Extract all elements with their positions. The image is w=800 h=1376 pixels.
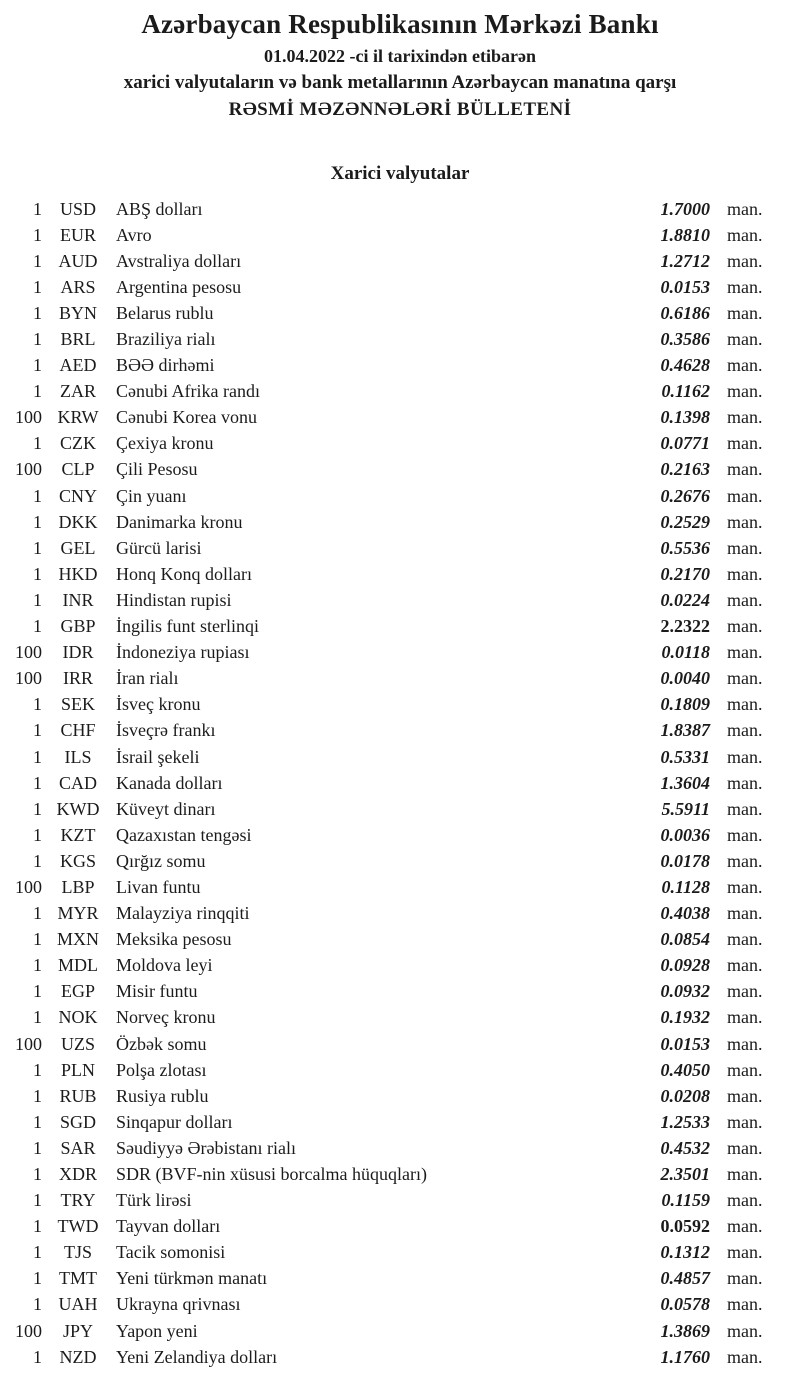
currency-code: CNY [58, 485, 97, 506]
currency-name: Polşa zlotası [116, 1059, 207, 1080]
currency-name: Norveç kronu [116, 1007, 216, 1028]
currency-code: CLP [61, 459, 95, 480]
section-title: Xarici valyutalar [330, 163, 470, 184]
bulletin-title: RƏSMİ MƏZƏNNƏLƏRİ BÜLLETENİ [228, 99, 572, 120]
rate-row [0, 1292, 800, 1318]
rate-row [0, 979, 800, 1005]
rate-value: 0.2529 [660, 511, 710, 532]
currency-name: İsveçrə frankı [116, 720, 216, 741]
currency-code: ZAR [60, 381, 96, 402]
unit-label: man. [727, 616, 763, 637]
rate-value: 0.4038 [660, 903, 710, 924]
rate-row [0, 300, 800, 326]
currency-name: Tacik somonisi [116, 1242, 226, 1263]
quantity-cell: 1 [33, 1242, 42, 1263]
currency-code: BRL [60, 329, 96, 350]
quantity-cell: 1 [33, 955, 42, 976]
rate-value: 0.0928 [660, 955, 710, 976]
unit-label: man. [727, 1346, 763, 1367]
quantity-cell: 1 [33, 1164, 42, 1185]
quantity-cell: 1 [33, 798, 42, 819]
quantity-cell: 1 [33, 720, 42, 741]
currency-name: Avstraliya dolları [116, 250, 242, 271]
currency-code: SEK [60, 694, 95, 715]
unit-label: man. [727, 772, 763, 793]
rate-value: 0.1932 [660, 1007, 710, 1028]
quantity-cell: 100 [15, 642, 42, 663]
currency-code: EUR [60, 224, 96, 245]
unit-label: man. [727, 798, 763, 819]
quantity-cell: 1 [33, 1268, 42, 1289]
currency-name: Qırğız somu [116, 850, 206, 871]
quantity-cell: 1 [33, 1111, 42, 1132]
currency-name: Yapon yeni [116, 1320, 198, 1341]
quantity-cell: 1 [33, 1216, 42, 1237]
currency-name: Cənubi Afrika randı [116, 381, 260, 402]
rate-row [0, 1057, 800, 1083]
rate-row [0, 744, 800, 770]
quantity-cell: 100 [15, 1033, 42, 1054]
currency-code: TMT [59, 1268, 97, 1289]
rate-row [0, 874, 800, 900]
quantity-cell: 1 [33, 1137, 42, 1158]
rate-value: 0.0153 [660, 276, 710, 297]
quantity-cell: 1 [33, 589, 42, 610]
unit-label: man. [727, 850, 763, 871]
unit-label: man. [727, 1137, 763, 1158]
rate-value: 1.7000 [660, 198, 710, 219]
currency-code: TRY [60, 1190, 96, 1211]
rate-value: 0.0592 [660, 1216, 710, 1237]
rate-row [0, 953, 800, 979]
unit-label: man. [727, 381, 763, 402]
rate-row [0, 848, 800, 874]
unit-label: man. [727, 250, 763, 271]
rate-value: 0.5536 [660, 537, 710, 558]
rate-value: 0.0771 [660, 433, 710, 454]
rate-value: 5.5911 [661, 798, 710, 819]
quantity-cell: 100 [15, 407, 42, 428]
currency-code: GBP [60, 616, 96, 637]
currency-code: USD [59, 198, 96, 219]
currency-name: Belarus rublu [116, 302, 214, 323]
unit-label: man. [727, 1320, 763, 1341]
currency-code: CZK [60, 433, 96, 454]
currency-name: İndoneziya rupiası [116, 642, 250, 663]
rate-row [0, 796, 800, 822]
unit-label: man. [727, 955, 763, 976]
effective-date-line: 01.04.2022 -ci il tarixindən etibarən [264, 46, 536, 66]
currency-name: Çexiya kronu [116, 433, 214, 454]
quantity-cell: 1 [33, 329, 42, 350]
bulletin-header [0, 0, 800, 123]
rate-value: 0.0178 [660, 850, 710, 871]
rate-row [0, 901, 800, 927]
quantity-cell: 1 [33, 1190, 42, 1211]
rate-value: 1.2712 [660, 250, 710, 271]
quantity-cell: 1 [33, 929, 42, 950]
rate-value: 0.4857 [660, 1268, 710, 1289]
rate-row [0, 1240, 800, 1266]
rate-value: 0.0118 [661, 642, 710, 663]
rate-row [0, 692, 800, 718]
currency-name: Ukrayna qrivnası [116, 1294, 241, 1315]
unit-label: man. [727, 407, 763, 428]
quantity-cell: 1 [33, 824, 42, 845]
rate-value: 0.4532 [660, 1137, 710, 1158]
currency-code: PLN [60, 1059, 95, 1080]
quantity-cell: 1 [33, 1059, 42, 1080]
quantity-cell: 1 [33, 511, 42, 532]
rate-value: 0.3586 [660, 329, 710, 350]
unit-label: man. [727, 1164, 763, 1185]
rate-row [0, 326, 800, 352]
currency-code: KZT [60, 824, 96, 845]
currency-code: KWD [56, 798, 100, 819]
rate-value: 1.8387 [660, 720, 710, 741]
currency-name: Kanada dolları [116, 772, 223, 793]
rate-row [0, 1266, 800, 1292]
currency-code: ILS [64, 746, 92, 767]
rate-value: 0.4628 [660, 355, 710, 376]
quantity-cell: 100 [15, 668, 42, 689]
rate-value: 0.0854 [660, 929, 710, 950]
currency-name: İngilis funt sterlinqi [116, 616, 259, 637]
currency-code: KRW [57, 407, 99, 428]
unit-label: man. [727, 485, 763, 506]
currency-name: Meksika pesosu [116, 929, 232, 950]
currency-name: Malayziya rinqqiti [116, 903, 250, 924]
quantity-cell: 1 [33, 1346, 42, 1367]
currency-code: INR [62, 589, 94, 610]
rate-value: 0.1398 [660, 407, 710, 428]
unit-label: man. [727, 355, 763, 376]
currency-name: Özbək somu [116, 1033, 207, 1054]
quantity-cell: 1 [33, 250, 42, 271]
rate-row [0, 614, 800, 640]
rate-value: 0.0224 [660, 589, 710, 610]
unit-label: man. [727, 1294, 763, 1315]
currency-name: Argentina pesosu [116, 276, 242, 297]
unit-label: man. [727, 563, 763, 584]
unit-label: man. [727, 1007, 763, 1028]
rate-value: 0.0932 [660, 981, 710, 1002]
rate-value: 0.2170 [660, 563, 710, 584]
quantity-cell: 1 [33, 433, 42, 454]
currency-code: NZD [59, 1346, 97, 1367]
currency-code: IRR [62, 668, 93, 689]
unit-label: man. [727, 876, 763, 897]
unit-label: man. [727, 746, 763, 767]
unit-label: man. [727, 903, 763, 924]
currency-name: Yeni Zelandiya dolları [116, 1346, 278, 1367]
currency-code: SAR [60, 1137, 96, 1158]
rate-value: 1.3604 [660, 772, 710, 793]
rate-value: 1.8810 [660, 224, 710, 245]
unit-label: man. [727, 694, 763, 715]
quantity-cell: 1 [33, 903, 42, 924]
quantity-cell: 100 [15, 1320, 42, 1341]
rate-value: 0.1159 [661, 1190, 710, 1211]
rate-row [0, 1161, 800, 1187]
unit-label: man. [727, 537, 763, 558]
currency-code: GEL [60, 537, 96, 558]
currency-name: Yeni türkmən manatı [116, 1268, 268, 1289]
rate-value: 0.0208 [660, 1085, 710, 1106]
rate-row [0, 1005, 800, 1031]
quantity-cell: 1 [33, 381, 42, 402]
unit-label: man. [727, 642, 763, 663]
currency-name: BƏƏ dirhəmi [116, 355, 215, 376]
subject-line: xarici valyutaların və bank metallarının Azərbaycan manatına qarşı [123, 72, 677, 93]
rate-row [0, 1083, 800, 1109]
unit-label: man. [727, 511, 763, 532]
rate-row [0, 405, 800, 431]
quantity-cell: 1 [33, 981, 42, 1002]
quantity-cell: 1 [33, 224, 42, 245]
rate-row [0, 222, 800, 248]
quantity-cell: 1 [33, 1085, 42, 1106]
quantity-cell: 1 [33, 563, 42, 584]
rate-row [0, 509, 800, 535]
rate-value: 1.1760 [660, 1346, 710, 1367]
currency-code: AED [59, 355, 97, 376]
rate-row [0, 535, 800, 561]
currency-name: Danimarka kronu [116, 511, 243, 532]
rate-row [0, 274, 800, 300]
unit-label: man. [727, 824, 763, 845]
quantity-cell: 1 [33, 302, 42, 323]
quantity-cell: 1 [33, 1007, 42, 1028]
unit-label: man. [727, 981, 763, 1002]
rate-row [0, 1188, 800, 1214]
unit-label: man. [727, 929, 763, 950]
currency-name: Honq Konq dolları [116, 563, 252, 584]
quantity-cell: 1 [33, 355, 42, 376]
unit-label: man. [727, 1268, 763, 1289]
quantity-cell: 1 [33, 1294, 42, 1315]
rate-row [0, 483, 800, 509]
currency-code: JPY [62, 1320, 93, 1341]
rate-row [0, 718, 800, 744]
unit-label: man. [727, 329, 763, 350]
quantity-cell: 100 [15, 459, 42, 480]
rate-value: 0.2676 [660, 485, 710, 506]
rate-row [0, 248, 800, 274]
rate-row [0, 927, 800, 953]
unit-label: man. [727, 433, 763, 454]
rate-value: 0.6186 [660, 302, 710, 323]
rate-value: 0.0036 [660, 824, 710, 845]
rate-value: 0.5331 [660, 746, 710, 767]
currency-code: MDL [58, 955, 98, 976]
rate-row [0, 561, 800, 587]
rate-value: 2.3501 [660, 1164, 710, 1185]
quantity-cell: 1 [33, 198, 42, 219]
currency-code: ARS [60, 276, 96, 297]
currency-code: TWD [57, 1216, 99, 1237]
quantity-cell: 100 [15, 876, 42, 897]
currency-name: Çili Pesosu [116, 459, 198, 480]
currency-code: MXN [56, 929, 99, 950]
currency-code: BYN [58, 302, 97, 323]
currency-name: Sinqapur dolları [116, 1111, 233, 1132]
currency-name: Moldova leyi [116, 955, 213, 976]
currency-code: XDR [58, 1164, 97, 1185]
currency-code: KGS [59, 850, 96, 871]
unit-label: man. [727, 1216, 763, 1237]
rate-row [0, 457, 800, 483]
currency-code: DKK [58, 511, 98, 532]
rate-value: 0.1128 [661, 876, 710, 897]
unit-label: man. [727, 589, 763, 610]
rate-row [0, 379, 800, 405]
currency-name: Küveyt dinarı [116, 798, 216, 819]
unit-label: man. [727, 668, 763, 689]
unit-label: man. [727, 224, 763, 245]
rate-value: 2.2322 [660, 616, 710, 637]
rate-row [0, 640, 800, 666]
rate-row [0, 1318, 800, 1344]
currency-name: İsveç kronu [116, 694, 201, 715]
rate-row [0, 1214, 800, 1240]
currency-code: RUB [59, 1085, 97, 1106]
quantity-cell: 1 [33, 746, 42, 767]
currency-code: TJS [63, 1242, 92, 1263]
currency-name: İran rialı [116, 668, 179, 689]
rate-row [0, 353, 800, 379]
rate-value: 0.0578 [660, 1294, 710, 1315]
currency-name: Misir funtu [116, 981, 198, 1002]
currency-name: İsrail şekeli [116, 746, 200, 767]
currency-name: Çin yuanı [116, 485, 187, 506]
currency-code: UAH [58, 1294, 98, 1315]
currency-name: Səudiyyə Ərəbistanı rialı [116, 1137, 296, 1158]
rate-value: 0.2163 [660, 459, 710, 480]
rate-row [0, 196, 800, 222]
currency-name: Gürcü larisi [116, 537, 202, 558]
quantity-cell: 1 [33, 772, 42, 793]
unit-label: man. [727, 198, 763, 219]
rate-value: 0.1809 [660, 694, 710, 715]
currency-code: SGD [59, 1111, 96, 1132]
rate-row [0, 431, 800, 457]
rates-table [0, 196, 800, 1370]
page-title: Azərbaycan Respublikasının Mərkəzi Bankı [141, 9, 659, 39]
currency-name: Avro [116, 224, 152, 245]
rate-value: 0.0040 [660, 668, 710, 689]
currency-code: EGP [60, 981, 95, 1002]
unit-label: man. [727, 276, 763, 297]
currency-code: UZS [60, 1033, 95, 1054]
currency-name: Hindistan rupisi [116, 589, 232, 610]
currency-name: Tayvan dolları [116, 1216, 221, 1237]
unit-label: man. [727, 1033, 763, 1054]
unit-label: man. [727, 720, 763, 741]
rate-value: 1.2533 [660, 1111, 710, 1132]
rate-value: 0.1312 [660, 1242, 710, 1263]
currency-name: Türk lirəsi [116, 1190, 192, 1211]
currency-code: CAD [58, 772, 97, 793]
unit-label: man. [727, 459, 763, 480]
currency-code: NOK [58, 1007, 98, 1028]
currency-code: MYR [57, 903, 99, 924]
currency-name: Qazaxıstan tengəsi [116, 824, 252, 845]
rate-value: 0.4050 [660, 1059, 710, 1080]
unit-label: man. [727, 1190, 763, 1211]
rate-value: 0.0153 [660, 1033, 710, 1054]
currency-code: CHF [60, 720, 96, 741]
currency-name: ABŞ dolları [116, 198, 203, 219]
rate-row [0, 770, 800, 796]
rate-value: 0.1162 [661, 381, 710, 402]
quantity-cell: 1 [33, 694, 42, 715]
unit-label: man. [727, 1059, 763, 1080]
currency-name: Livan funtu [116, 876, 201, 897]
rate-row [0, 822, 800, 848]
quantity-cell: 1 [33, 616, 42, 637]
unit-label: man. [727, 302, 763, 323]
rate-row [0, 1109, 800, 1135]
currency-name: Cənubi Korea vonu [116, 407, 257, 428]
unit-label: man. [727, 1085, 763, 1106]
quantity-cell: 1 [33, 850, 42, 871]
currency-name: Rusiya rublu [116, 1085, 209, 1106]
rate-row [0, 587, 800, 613]
currency-code: AUD [58, 250, 98, 271]
currency-code: IDR [62, 642, 94, 663]
rate-row [0, 1031, 800, 1057]
currency-name: Braziliya rialı [116, 329, 216, 350]
rate-value: 1.3869 [660, 1320, 710, 1341]
quantity-cell: 1 [33, 537, 42, 558]
unit-label: man. [727, 1242, 763, 1263]
quantity-cell: 1 [33, 276, 42, 297]
unit-label: man. [727, 1111, 763, 1132]
rate-row [0, 1135, 800, 1161]
currency-code: LBP [61, 876, 95, 897]
currency-code: HKD [58, 563, 98, 584]
rate-row [0, 666, 800, 692]
rate-row [0, 1344, 800, 1370]
currency-name: SDR (BVF-nin xüsusi borcalma hüquqları) [116, 1164, 427, 1185]
quantity-cell: 1 [33, 485, 42, 506]
